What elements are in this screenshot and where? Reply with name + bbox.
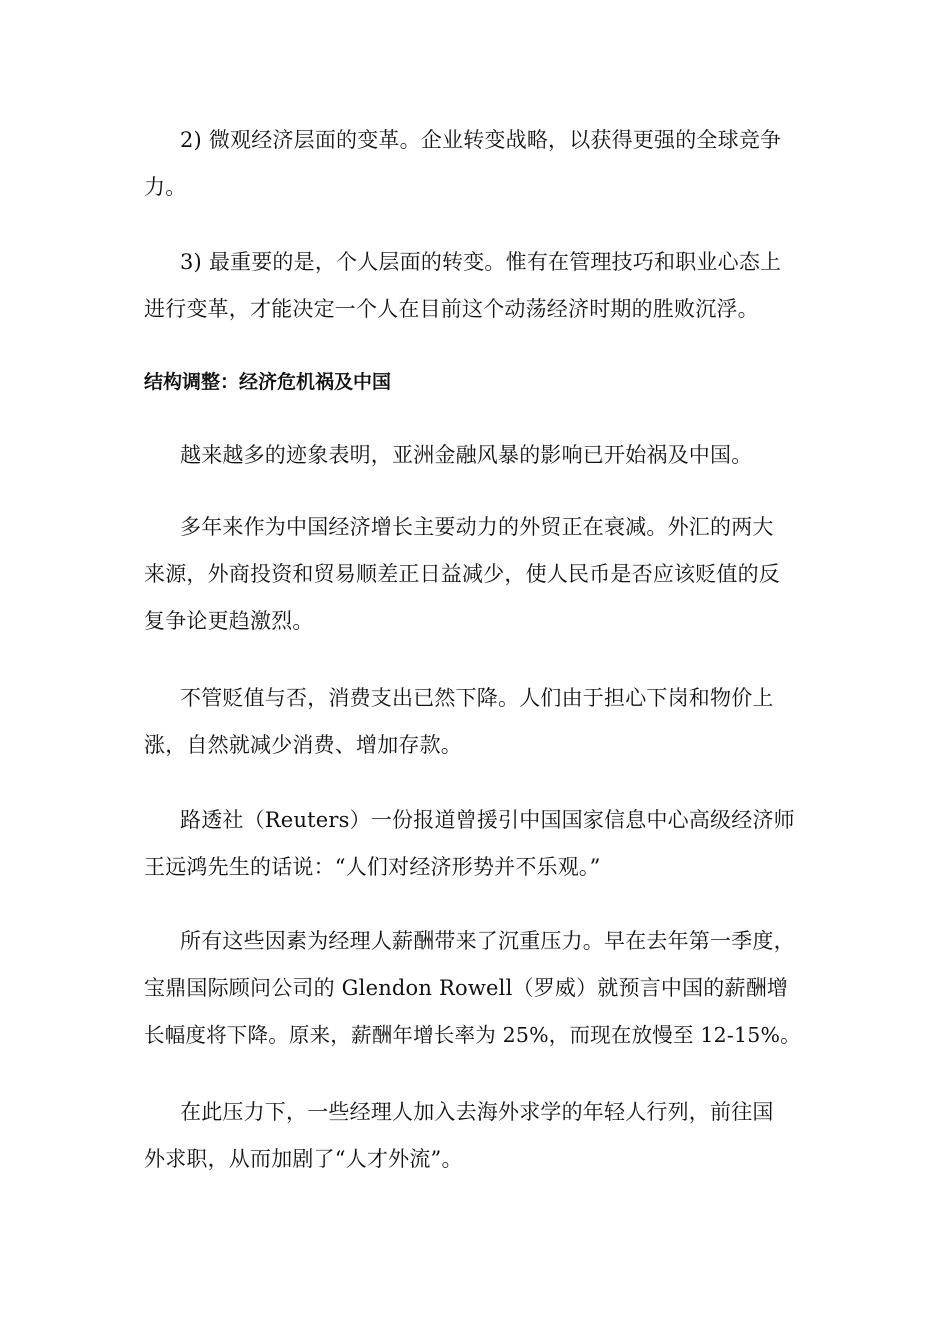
paragraph-line: 路透社（Reuters）一份报道曾援引中国国家信息中心高级经济师 [180,808,795,832]
paragraph-microeconomic [144,117,812,211]
paragraph-line: 进行变革，才能决定一个人在目前这个动荡经济时期的胜败沉浮。 [144,297,759,321]
paragraph-line: 所有这些因素为经理人薪酬带来了沉重压力。早在去年第一季度， [180,929,795,953]
paragraph-individual [144,239,812,333]
paragraph-line: 王远鸿先生的话说：“人们对经济形势并不乐观。” [144,855,601,879]
paragraph-foreign-trade [144,504,812,645]
paragraph-consumption [144,675,812,769]
paragraph-line: 多年来作为中国经济增长主要动力的外贸正在衰减。外汇的两大 [180,515,774,539]
paragraph-line: 宝鼎国际顾问公司的 Glendon Rowell（罗威）就预言中国的薪酬增 [144,976,789,1000]
paragraph-brain-drain [144,1089,812,1183]
paragraph-line: 力。 [144,175,187,199]
paragraph-line: 涨，自然就减少消费、增加存款。 [144,733,462,757]
section-heading: 结构调整：经济危机祸及中国 [144,371,392,393]
paragraph-line: 在此压力下，一些经理人加入去海外求学的年轻人行列，前往国 [180,1100,774,1124]
paragraph-line: 来源，外商投资和贸易顺差正日益减少，使人民币是否应该贬值的反 [144,562,780,586]
paragraph-line: 长幅度将下降。原来，薪酬年增长率为 25%，而现在放慢至 12-15%。 [144,1023,801,1047]
paragraph-line: 越来越多的迹象表明，亚洲金融风暴的影响已开始祸及中国。 [180,443,753,467]
paragraph-salary-pressure [144,918,812,1059]
paragraph-reuters [144,797,812,891]
paragraph-line: 外求职，从而加剧了“人才外流”。 [144,1147,463,1171]
paragraph-signs [144,432,812,479]
paragraph-line: 不管贬值与否，消费支出已然下降。人们由于担心下岗和物价上 [180,686,774,710]
paragraph-line: 复争论更趋激烈。 [144,609,314,633]
paragraph-line: 2) 微观经济层面的变革。企业转变战略，以获得更强的全球竞争 [180,128,782,152]
paragraph-line: 3) 最重要的是，个人层面的转变。惟有在管理技巧和职业心态上 [180,250,782,274]
